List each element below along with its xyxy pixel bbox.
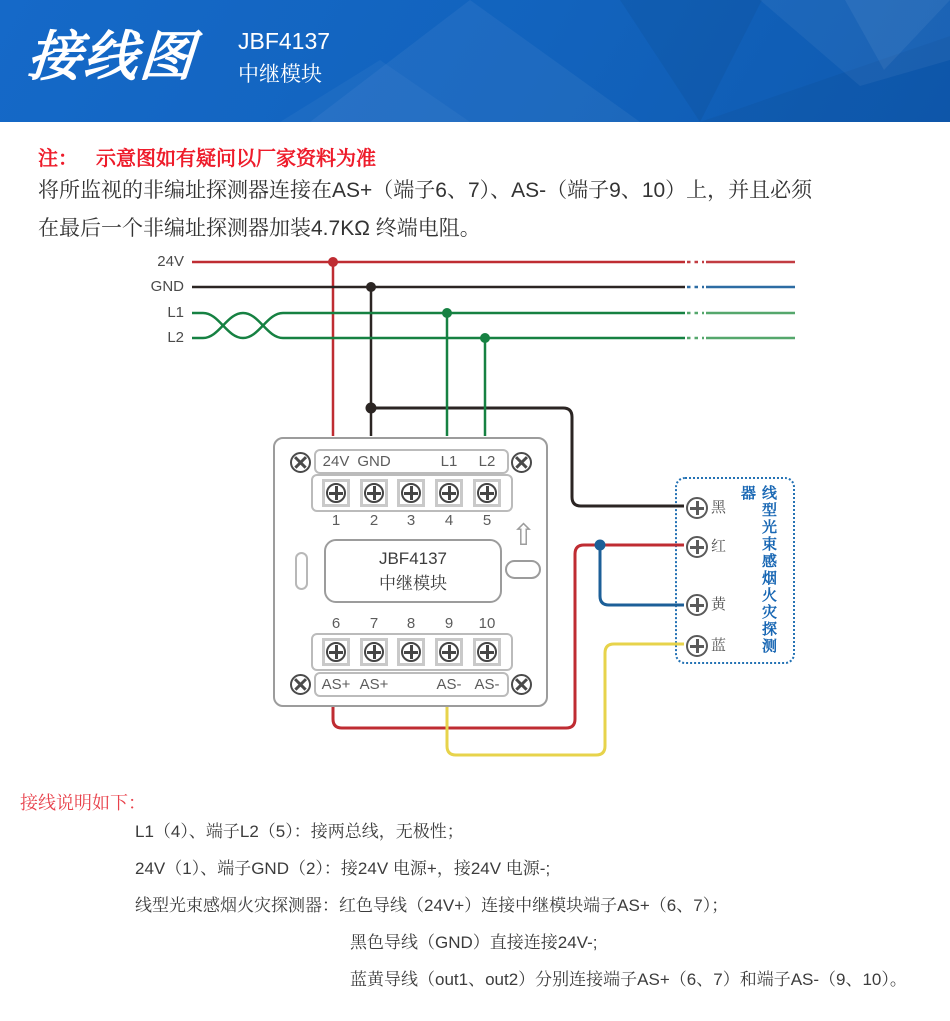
module-type: 中继模块 bbox=[379, 574, 447, 593]
screw-terminal-6 bbox=[322, 638, 350, 666]
junction-dot-l1 bbox=[442, 308, 452, 318]
screw-icon bbox=[477, 642, 497, 662]
terminal-number-9: 9 bbox=[444, 615, 454, 632]
terminal-number-4: 4 bbox=[444, 512, 454, 529]
terminal-number-7: 7 bbox=[369, 615, 379, 632]
terminal-number-1: 1 bbox=[331, 512, 341, 529]
instruction-line-1: L1（4）、端子L2（5）：接两总线，无极性； bbox=[135, 822, 464, 841]
screw-icon bbox=[477, 483, 497, 503]
side-slot bbox=[505, 560, 541, 579]
up-arrow-icon: ⇧ bbox=[511, 519, 537, 552]
junction-dot-gnd bbox=[366, 282, 376, 292]
corner-screw-icon bbox=[290, 674, 311, 695]
terminal-number-8: 8 bbox=[406, 615, 416, 632]
screw-terminal-5 bbox=[473, 479, 501, 507]
detector-terminal-label-red: 红 bbox=[711, 538, 727, 555]
terminal-number-10: 10 bbox=[478, 615, 496, 632]
junction-dot-24v bbox=[328, 257, 338, 267]
note-text: 示意图如有疑问以厂家资料为准 bbox=[96, 148, 376, 170]
wire-l2-bus bbox=[192, 313, 685, 338]
junction-dot-gnd-branch bbox=[366, 403, 377, 414]
detector-terminal-label-yellow: 黄 bbox=[711, 596, 727, 613]
terminal-label-l2: L2 bbox=[478, 453, 496, 470]
note-label: 注： bbox=[38, 148, 78, 170]
wire-terminal-icon-black bbox=[686, 497, 708, 519]
bus-label-gnd: GND bbox=[150, 278, 184, 295]
detector-terminal-label-blue: 蓝 bbox=[711, 637, 727, 654]
instruction-line-5: 蓝黄导线（out1、out2）分别连接端子AS+（6、7）和端子AS-（9、10）。 bbox=[350, 970, 907, 989]
wire-blue-out bbox=[600, 545, 684, 605]
corner-screw-icon bbox=[290, 452, 311, 473]
instruction-line-2: 24V（1）、端子GND（2）：接24V 电源+，接24V 电源-; bbox=[135, 859, 551, 878]
corner-screw-icon bbox=[511, 452, 532, 473]
junction-dot-l2 bbox=[480, 333, 490, 343]
wire-terminal-icon-yellow bbox=[686, 594, 708, 616]
screw-terminal-4 bbox=[435, 479, 463, 507]
wire-terminal-icon-blue bbox=[686, 635, 708, 657]
terminal-label-as-plus-2: AS+ bbox=[359, 676, 389, 693]
module-model: JBF4137 bbox=[378, 549, 448, 568]
screw-icon bbox=[439, 642, 459, 662]
screw-icon bbox=[326, 642, 346, 662]
terminal-label-as-minus-2: AS- bbox=[474, 676, 500, 693]
product-model: JBF4137 bbox=[238, 28, 331, 54]
instructions-title: 接线说明如下： bbox=[20, 793, 146, 813]
page-title: 接线图 bbox=[25, 27, 198, 87]
instruction-line-3: 线型光束感烟火灾探测器：红色导线（24V+）连接中继模块端子AS+（6、7）； bbox=[135, 896, 729, 915]
detector-terminal-label-black: 黑 bbox=[711, 499, 727, 516]
corner-screw-icon bbox=[511, 674, 532, 695]
module-name-plate bbox=[324, 539, 502, 603]
screw-terminal-2 bbox=[360, 479, 388, 507]
product-name: 中继模块 bbox=[238, 63, 322, 86]
relay-module-box bbox=[273, 437, 548, 707]
junction-dot-blue bbox=[595, 540, 606, 551]
terminal-number-3: 3 bbox=[406, 512, 416, 529]
screw-icon bbox=[439, 483, 459, 503]
bus-label-l1: L1 bbox=[167, 304, 184, 321]
screw-terminal-8 bbox=[397, 638, 425, 666]
bus-label-24v: 24V bbox=[157, 253, 184, 270]
screw-terminal-10 bbox=[473, 638, 501, 666]
terminal-label-as-minus-1: AS- bbox=[436, 676, 462, 693]
screw-icon bbox=[364, 483, 384, 503]
description-line-2: 在最后一个非编址探测器加装4.7KΩ 终端电阻。 bbox=[38, 217, 481, 240]
wire-terminal-icon-red bbox=[686, 536, 708, 558]
terminal-number-2: 2 bbox=[369, 512, 379, 529]
bus-label-l2: L2 bbox=[167, 329, 184, 346]
terminal-number-5: 5 bbox=[482, 512, 492, 529]
detector-title-vertical: 线型光束感烟火灾探测器 bbox=[739, 485, 777, 655]
screw-icon bbox=[326, 483, 346, 503]
screw-terminal-7 bbox=[360, 638, 388, 666]
terminal-label-gnd: GND bbox=[357, 453, 391, 470]
screw-terminal-1 bbox=[322, 479, 350, 507]
screw-terminal-3 bbox=[397, 479, 425, 507]
terminal-label-l1: L1 bbox=[440, 453, 458, 470]
screw-terminal-9 bbox=[435, 638, 463, 666]
terminal-label-as-plus-1: AS+ bbox=[321, 676, 351, 693]
terminal-label-24v: 24V bbox=[322, 453, 350, 470]
screw-icon bbox=[401, 642, 421, 662]
screw-icon bbox=[364, 642, 384, 662]
screw-icon bbox=[401, 483, 421, 503]
terminal-number-6: 6 bbox=[331, 615, 341, 632]
instruction-line-4: 黑色导线（GND）直接连接24V-; bbox=[350, 933, 598, 952]
description-line-1: 将所监视的非编址探测器连接在AS+（端子6、7）、AS-（端子9、10）上，并且必须 bbox=[38, 179, 813, 202]
side-slot bbox=[295, 552, 308, 590]
wire-l1-bus bbox=[192, 313, 685, 338]
